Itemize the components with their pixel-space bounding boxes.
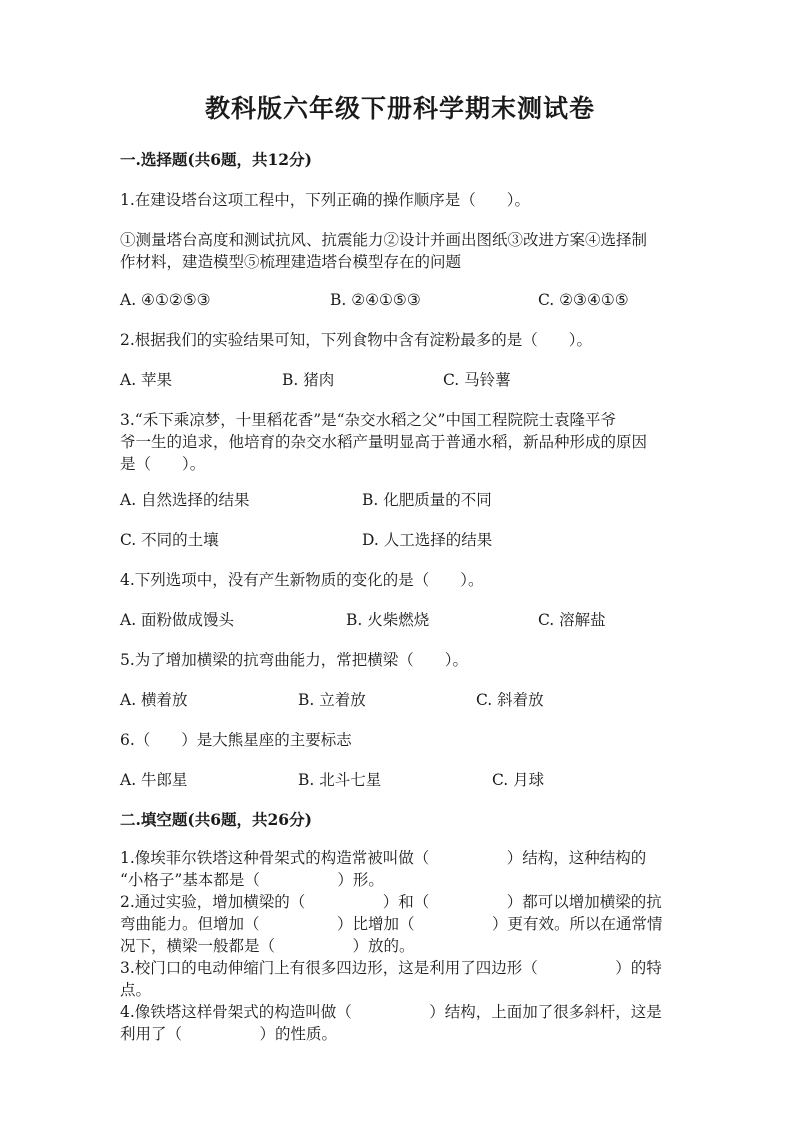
question-6-option-c: C. 月球 [492,771,545,789]
fill-in-line: 3.校门口的电动伸缩门上有很多四边形，这是利用了四边形（ ）的特 [120,959,662,977]
question-5-option-c: C. 斜着放 [476,691,544,709]
question-1-steps-line2: 作材料，建造模型⑤梳理建造塔台模型存在的问题 [120,253,462,271]
question-3-option-a: A. 自然选择的结果 [120,491,250,509]
section-heading-fill-in: 二.填空题(共6题，共26分) [120,810,312,829]
question-4-stem: 4.下列选项中，没有产生新物质的变化的是（ ）。 [120,571,484,589]
fill-in-line: 2.通过实验，增加横梁的（ ）和（ ）都可以增加横梁的抗 [120,893,662,911]
question-6-stem: 6.（ ）是大熊星座的主要标志 [120,731,352,749]
question-3-stem [120,409,690,475]
question-4-option-a: A. 面粉做成馒头 [120,611,235,629]
question-2-stem: 2.根据我们的实验结果可知，下列食物中含有淀粉最多的是（ ）。 [120,331,593,349]
question-5-stem: 5.为了增加横梁的抗弯曲能力，常把横梁（ ）。 [120,651,469,669]
fill-in-line: 弯曲能力。但增加（ ）比增加（ ）更有效。所以在通常情 [120,915,663,933]
question-3-line2: 爷一生的追求，他培育的杂交水稻产量明显高于普通水稻，新品种形成的原因 [120,433,648,451]
question-2-option-c: C. 马铃薯 [443,371,511,389]
fill-in-line: “小格子”基本都是（ ）形。 [120,871,384,889]
question-1-steps-line1: ①测量塔台高度和测试抗风、抗震能力②设计并画出图纸③改进方案④选择制 [120,231,648,249]
question-1-option-c: C. ②③④①⑤ [538,291,629,309]
question-2-option-a: A. 苹果 [120,371,173,389]
question-3-line3: 是（ ）。 [120,455,206,473]
question-1-option-a: A. ④①②⑤③ [120,291,211,309]
fill-in-line: 1.像埃菲尔铁塔这种骨架式的构造常被叫做（ ）结构，这种结构的 [120,849,647,867]
question-2-option-b: B. 猪肉 [282,371,335,389]
question-4-option-c: C. 溶解盐 [538,611,606,629]
section-heading-choice: 一.选择题(共6题，共12分) [120,150,312,169]
fill-in-line: 利用了（ ）的性质。 [120,1025,338,1043]
question-6-option-a: A. 牛郎星 [120,771,188,789]
question-3-line1: 3.“禾下乘凉梦，十里稻花香”是“杂交水稻之父”中国工程院院士袁隆平爷 [120,411,616,429]
question-1-stem: 1.在建设塔台这项工程中，下列正确的操作顺序是（ ）。 [120,191,531,209]
question-5-option-a: A. 横着放 [120,691,188,709]
question-3-option-c: C. 不同的土壤 [120,531,219,549]
fill-in-line: 4.像铁塔这样骨架式的构造叫做（ ）结构，上面加了很多斜杆，这是 [120,1003,662,1021]
fill-in-questions [120,847,690,1045]
page-title: 教科版六年级下册科学期末测试卷 [204,94,595,123]
question-3-option-b: B. 化肥质量的不同 [362,491,492,509]
fill-in-line: 况下，横梁一般都是（ ）放的。 [120,937,415,955]
fill-in-line: 点。 [120,981,152,999]
question-5-option-b: B. 立着放 [298,691,366,709]
question-1-option-b: B. ②④①⑤③ [330,291,421,309]
question-3-option-d: D. 人工选择的结果 [362,531,493,549]
question-4-option-b: B. 火柴燃烧 [346,611,430,629]
question-6-option-b: B. 北斗七星 [298,771,382,789]
question-1-steps [120,229,690,273]
